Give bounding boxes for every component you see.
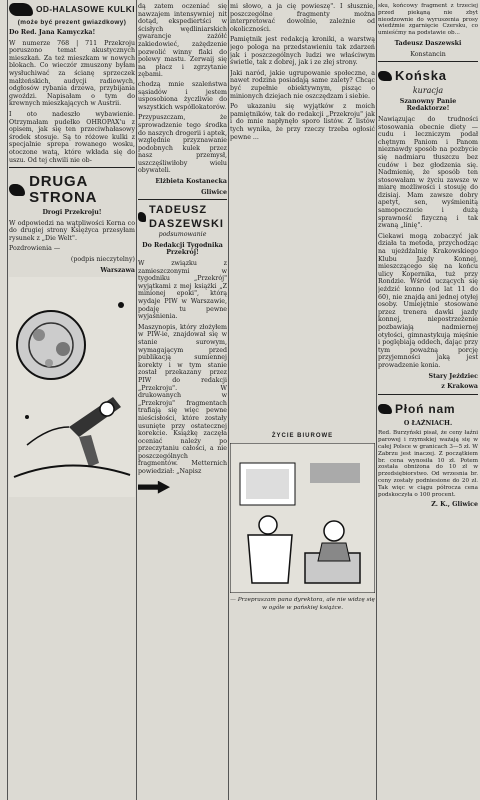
column-1 — [9, 0, 135, 763]
addressee: Szanowny Panie Redaktorze! — [399, 97, 457, 113]
column-rule — [136, 0, 137, 800]
article-body: sku, końcowy fragment z trzeciej przed piekąną nie zbyt nieodzownie do wyruszenia prosy wiedźmie zgarnięcie Czersku, co umieśćmy na podstawie ob... — [378, 3, 478, 37]
hand-drawn-mark-icon — [9, 3, 33, 16]
signature: Z. K., Gliwice — [431, 501, 478, 509]
city: Konstancin — [410, 50, 446, 58]
column-4 — [378, 0, 478, 800]
cartoon-caption: — Przepraszam pana dyrektora, ale nie widzę się w ogóle w pańskiej książce. — [230, 597, 375, 611]
headline-row — [378, 65, 478, 87]
addressee: Drogi Przekroju! — [42, 209, 102, 217]
article-body: Przypuszczam, że sprowadzenie tego środka do naszych drogerii i aptek, względnie przyznawanie podobnych kulek przez nasz przemysł, uszczęśliwiłoby wielu obywateli. — [138, 114, 227, 175]
hand-drawn-mark-icon — [9, 184, 25, 196]
pointing-hand — [138, 479, 227, 498]
article-body: Po ukazaniu się wyjątków z moich pamiętników, tak do redakcji „Przekroju" jak i do mnie napłynęło sporo listów. Z listów tych wynika, że przy rzeczy trzeba ogłosić pewne ... — [230, 103, 375, 141]
signature: (podpis nieczytelny) — [70, 256, 135, 264]
author-name: TADEUSZ DASZEWSKI — [148, 204, 224, 231]
headline: Płoń nam — [395, 401, 456, 416]
headline: OD-HALASOWE KULKI — [36, 4, 135, 14]
column-2 — [138, 0, 227, 800]
headline: Końska — [395, 68, 447, 84]
headline-row — [378, 398, 478, 420]
article-body: Red. Burzyński pisał, że ceny łaźni parowej i rzymskiej ważają się w całej Polsce w granicach 3—5 zł. W Zabrzu jest inaczej. Z początkiem br. cena wynosiła 10 zł. Potem została obniżona do 10 zł w przedsiębiorstwo. Od wrzesnia br. ceny zostały podniesione do 20 zł. Tak więc w ciągu półrocza cena podskoczyła o 100 procent. — [378, 430, 478, 498]
article-body: Jaki naród, jakie ugrupowanie społeczne, a nawet rodzina posiadają same zalety? Chcąc być zupełnie obiektywnym, pisząc o minionych dziejach nie oszczędzam i siebie. — [230, 69, 375, 100]
divider — [138, 199, 227, 200]
article-body: Pamiętnik jest redakcją kroniki, a warstwą jego pologa na przedstawieniu tak zdarzeń jak i poszczególnych ludzi we właściwym świetle, tak z dobrej, jak i ze złej strony. — [230, 36, 375, 67]
article-body: Nawiązując do trudności stosowania obecnie diety — cudu i leczniczym podał chętnym Paniom i Panom nieznawdy sposób na pozbycie się nadmiaru tłuszczu bez cudów i bez głodzenia się. Nadmienię, że sposób ten stosowałam w życiu zawsze w miarę możliwości i stosuję do dzisiaj. Mam zawsze dobry apetyt, sen, wyśmienitą samopoczucie i dużą sprawność fizyczną i tak zwaną „linię". — [378, 115, 478, 230]
article-body: dą zatem oczeniać się nawzajem intensywniej nit dotąd, ekspediertści w ścisłych wędliniarskich gwarancje zażółć zakiedowieć, zażędzenie pozwolić winny flaki do polewy mastu. Zerwaij się na płacz i zgrzytanie zębami. — [138, 3, 227, 79]
column-rule — [376, 0, 377, 800]
addressee: O ŁAŹNIACH. — [403, 419, 453, 427]
article-body: W numerze 768 | 711 Przekroju poruszono temat akustycznych mieszkań. Za też mieszkam w nowych blokach. Co wieczór zmuszony byłam wysłuchiwać za ścianę sprzeczek małżeńskich, audycji radiowych, odgłosów rybania drzewa, przybijania gwoździ. Napisałam o tym do krewnych mieszkających w Austrii. — [9, 39, 135, 108]
cartoon-title: ŻYCIE BIUROWE — [271, 433, 334, 439]
addressee: Do Red. Jana Kamyczka! — [9, 29, 96, 36]
column-3 — [230, 0, 375, 800]
pointing-hand-icon — [138, 481, 170, 494]
article-body: mi słowo, a ja cię powieszę". I słusznie, poszczególne fragmenty można interpretować dowolnie, zależnie od okoliczności. — [230, 3, 375, 33]
article-body: Ciekawi mogą zobaczyć jak działa ta metoda, przychodząc na ujeżdżalnię Krakowskiego Klubu Jazdy Konnej, mieszczącego się na końcu ulicy Kopernika, tuż przy Rondzie. Wśród uczących się jeździć konno (od lat 11 do 60), nie znajdą ani jednej otyłej osoby. Umiejętnie stosowane przez trenera dawki jazdy konnej, niepostrzeżenie pozbawiają nadmiernej otyłości, gimnastykują mięśnie i poglębiają oddech, dając przy tym poważną porcję przyjemności jaką jest prowadzenie konia. — [378, 232, 478, 369]
column-rule — [228, 0, 229, 800]
signature: Tadeusz Daszewski — [394, 39, 462, 47]
office-cartoon-illustration — [230, 443, 375, 593]
headline-sub: kuracja — [412, 86, 444, 96]
headline-row — [9, 3, 135, 16]
addressee: Do Redakcji Tygodnika Przekrój! — [142, 241, 223, 257]
author-row — [138, 203, 227, 231]
article-body: I oto nadeszło wybawienie. Otrzymałam pudełko OHROPAX'u z opisem, jak się ten przeciwhałasowy środek stosuje. Są to różowe kulki z specjalnie sprepa rowanego wosku, otoczone watą, które wkłada się do uszu. Od tej chwili nie ob- — [9, 110, 135, 164]
greeting: Pozdrowienia — — [9, 245, 61, 253]
signature: Stary Jeździec — [428, 372, 478, 380]
hand-drawn-mark-icon — [138, 212, 146, 222]
city: Gliwice — [201, 188, 227, 196]
column-rule — [7, 0, 8, 800]
article-body: Maszynopis, który złożyłem w PIW-ie, znajdował się w stanie surowym, wymagającym przed publikacją sumiennej korekty i w tym stanie został przekazany przez PIW do redakcji „Przekroju". W drukowanych w „Przekroju" fragmentach trafiają się więc pewne nieścisłości, które zostały usunięte przy ostatecznej korekcie. Książkę zaczęła oceniać należy po przeczytaniu całości, a nie poszczególnych fragmentów. Metternich powiedział: „Napisz — [138, 323, 227, 476]
author-note: podsumowanie — [158, 231, 207, 239]
subheadline: (może być prezent gwiazdkowy) — [17, 19, 127, 26]
city: z Krakowa — [441, 383, 478, 391]
article-body: chodzą mnie szaleństwa sąsiadów i jestem usposobiona życzliwie do wszystkich współlokatorów. — [138, 80, 227, 111]
divider — [378, 61, 478, 62]
city: Warszawa — [100, 266, 135, 274]
article-body: W związku z zamieszczonymi w tygodniku „Przekrój" wyjątkami z mej książki „Z minionej epoki", którą wydaje PIW w Warszawie, podaję tu pewne wyjaśnienia. — [138, 260, 227, 321]
hand-drawn-mark-icon — [378, 71, 392, 81]
article-body: W odpowiedzi na wątpliwości Kerna co do drugiej strony Księżyca przesyłam rysunek z „Die Welt". — [9, 219, 135, 242]
headline-row — [9, 171, 135, 209]
divider — [378, 394, 478, 395]
office-cartoon — [230, 430, 375, 615]
divider — [9, 167, 135, 168]
headline: DRUGA STRONA — [29, 173, 98, 207]
moon-cartoon-illustration — [9, 277, 135, 497]
signature: Elżbieta Kostanecka — [155, 178, 227, 186]
hand-drawn-mark-icon — [378, 404, 392, 414]
